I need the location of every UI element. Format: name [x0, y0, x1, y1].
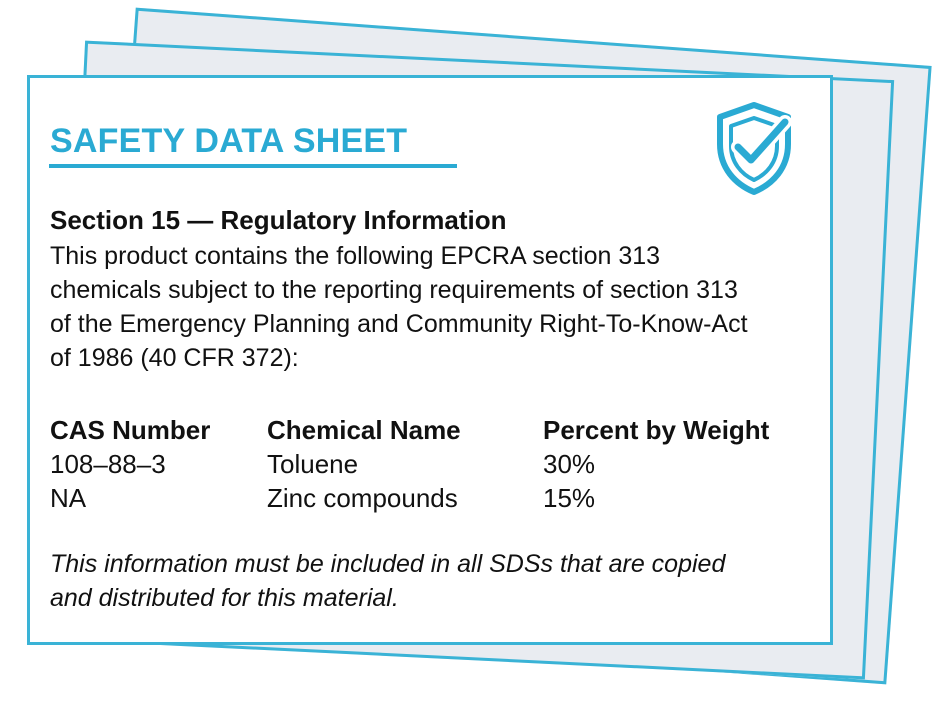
footnote-line: and distributed for this material. — [50, 584, 399, 612]
column-header-percent-by-weight: Percent by Weight — [543, 415, 770, 445]
shield-check-icon — [713, 100, 795, 196]
body-line: This product contains the following EPCRA section 313 — [50, 242, 661, 270]
column-header-cas-number: CAS Number — [50, 415, 211, 445]
percent-by-weight-cell: 15% — [543, 483, 596, 513]
section-heading: Section 15 — Regulatory Information — [50, 205, 507, 235]
column-header-chemical-name: Chemical Name — [267, 415, 461, 445]
cas-number-cell: NA — [50, 483, 87, 513]
cas-number-cell: 108–88–3 — [50, 449, 166, 479]
chemical-name-cell: Toluene — [267, 449, 359, 479]
body-line: of the Emergency Planning and Community Right-To-Know-Act — [50, 310, 748, 338]
section-body — [50, 239, 790, 375]
title-underline — [49, 164, 457, 168]
chemical-name-cell: Zinc compounds — [267, 483, 458, 513]
body-line: chemicals subject to the reporting requirements of section 313 — [50, 276, 738, 304]
document-title: SAFETY DATA SHEET — [50, 122, 408, 160]
footnote — [50, 547, 790, 615]
percent-by-weight-cell: 30% — [543, 449, 596, 479]
safety-data-sheet-card — [27, 75, 833, 645]
body-line: of 1986 (40 CFR 372): — [50, 344, 299, 372]
footnote-line: This information must be included in all SDSs that are copied — [50, 550, 726, 578]
